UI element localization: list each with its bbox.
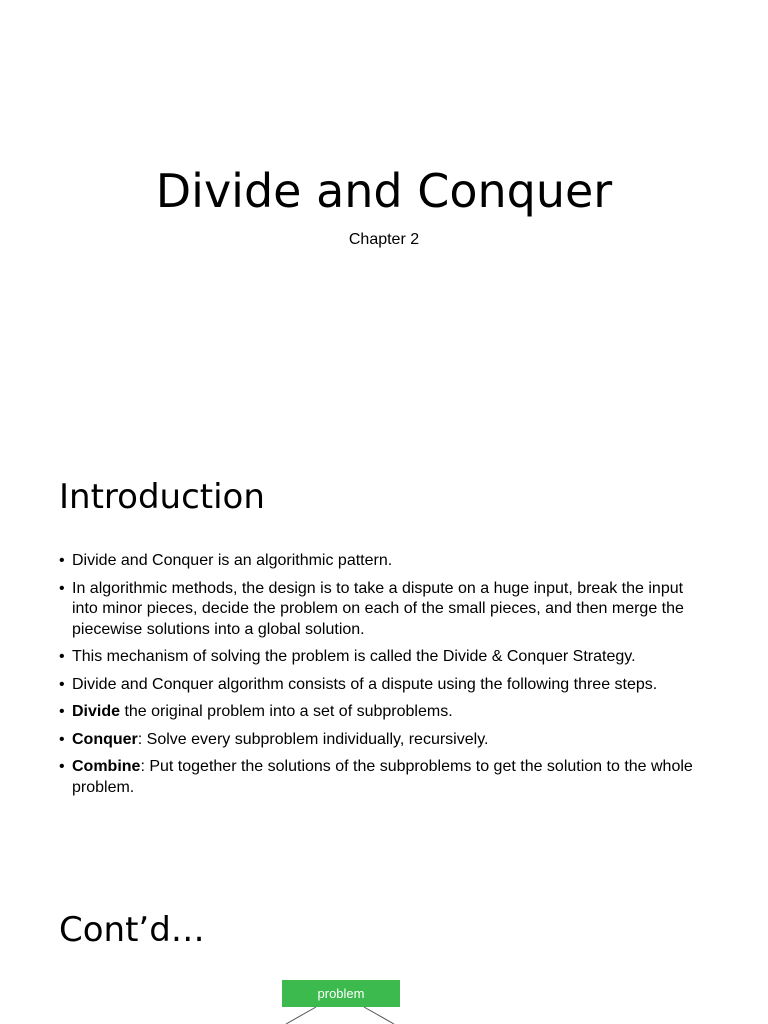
diagram-problem-node: problem (282, 980, 400, 1007)
bullet-text: This mechanism of solving the problem is called the Divide & Conquer Strategy. (72, 648, 636, 665)
slide-subtitle: Chapter 2 (348, 231, 420, 248)
bullet-item (59, 647, 709, 668)
contd-heading: Cont’d… (59, 910, 205, 950)
bullet-text: : Put together the solutions of the subproblems to get the solution to the whole problem. (72, 758, 693, 796)
bullet-bold-term: Combine (72, 758, 141, 775)
introduction-heading: Introduction (59, 477, 265, 517)
bullet-bold-term: Divide (72, 703, 121, 720)
bullet-text: : Solve every subproblem individually, recursively. (137, 730, 489, 748)
bullet-text: Divide and Conquer is an algorithmic pattern. (72, 552, 393, 569)
bullet-item (59, 730, 709, 751)
introduction-bullet-list (59, 551, 709, 805)
diagram-right-connector (364, 1007, 394, 1024)
bullet-item (59, 702, 709, 723)
diagram-left-connector (286, 1007, 316, 1024)
bullet-text: the original problem into a set of subproblems. (120, 703, 453, 720)
bullet-item (59, 757, 709, 798)
bullet-item (59, 551, 709, 572)
diagram-connector-lines (270, 1005, 410, 1024)
bullet-item (59, 579, 709, 641)
bullet-text: In algorithmic methods, the design is to take a dispute on a huge input, break the input into minor pieces, decide the problem on each of the small pieces, and then merge the piecewise solutions into a global solution. (72, 579, 684, 638)
bullet-bold-term: Conquer (72, 730, 138, 748)
bullet-item (59, 675, 709, 696)
bullet-text: Divide and Conquer algorithm consists of a dispute using the following three steps. (72, 675, 658, 693)
slide-title: Divide and Conquer (155, 164, 613, 218)
